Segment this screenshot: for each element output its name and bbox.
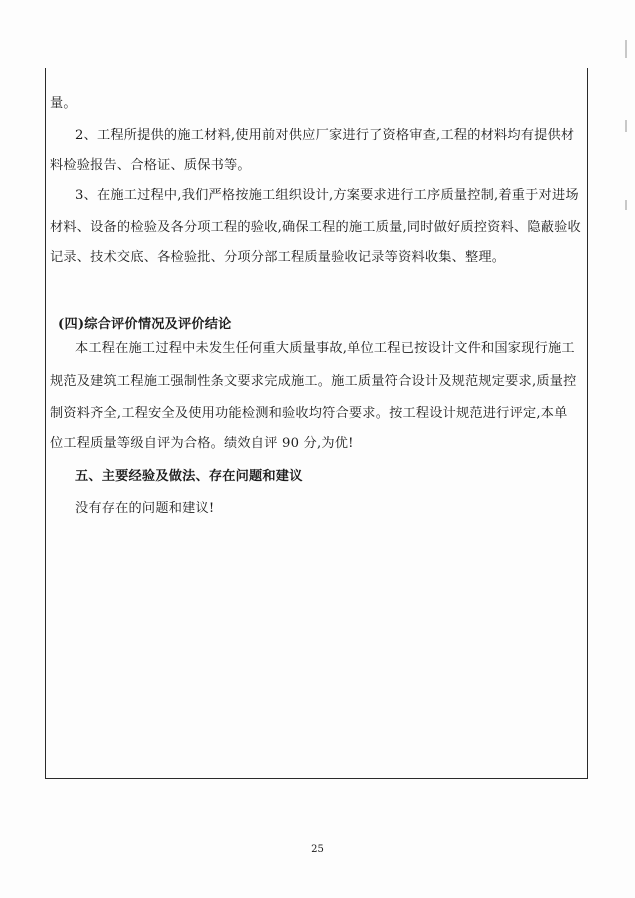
text-line-item2-second: 料检验报告、合格证、质保书等。: [50, 158, 251, 173]
text-line-item3-second: 材料、设备的检验及各分项工程的验收,确保工程的施工质量,同时做好质控资料、隐蔽验收: [50, 220, 581, 235]
text-line-evaluation-2: 规范及建筑工程施工强制性条文要求完成施工。施工质量符合设计及规范规定要求,质量控: [50, 374, 577, 389]
text-line-item2-first: 2、工程所提供的施工材料,使用前对供应厂家进行了资格审查,工程的材料均有提供材: [75, 128, 575, 143]
table-frame: [45, 68, 588, 779]
text-line-no-issues: 没有存在的问题和建议!: [75, 501, 215, 516]
page-number: 25: [311, 844, 324, 855]
text-line-item3-first: 3、在施工过程中,我们严格按施工组织设计,方案要求进行工序质量控制,着重于对进场: [75, 188, 579, 203]
text-line-item3-third: 记录、技术交底、各检验批、分项分部工程质量验收记录等资料收集、整理。: [50, 250, 506, 265]
section-heading-experience: 五、主要经验及做法、存在问题和建议: [75, 469, 303, 484]
scan-edge-mark: [625, 120, 627, 132]
section-heading-evaluation: (四)综合评价情况及评价结论: [58, 317, 232, 332]
text-line-evaluation-3: 制资料齐全,工程安全及使用功能检测和验收均符合要求。按工程设计规范进行评定,本单: [50, 406, 568, 421]
text-line-continuation: 量。: [50, 96, 77, 111]
text-line-evaluation-1: 本工程在施工过程中未发生任何重大质量事故,单位工程已按设计文件和国家现行施工: [75, 341, 575, 356]
scan-edge-mark: [625, 40, 627, 58]
scan-edge-mark: [625, 200, 627, 210]
text-line-evaluation-4: 位工程质量等级自评为合格。绩效自评 90 分,为优!: [50, 436, 354, 451]
